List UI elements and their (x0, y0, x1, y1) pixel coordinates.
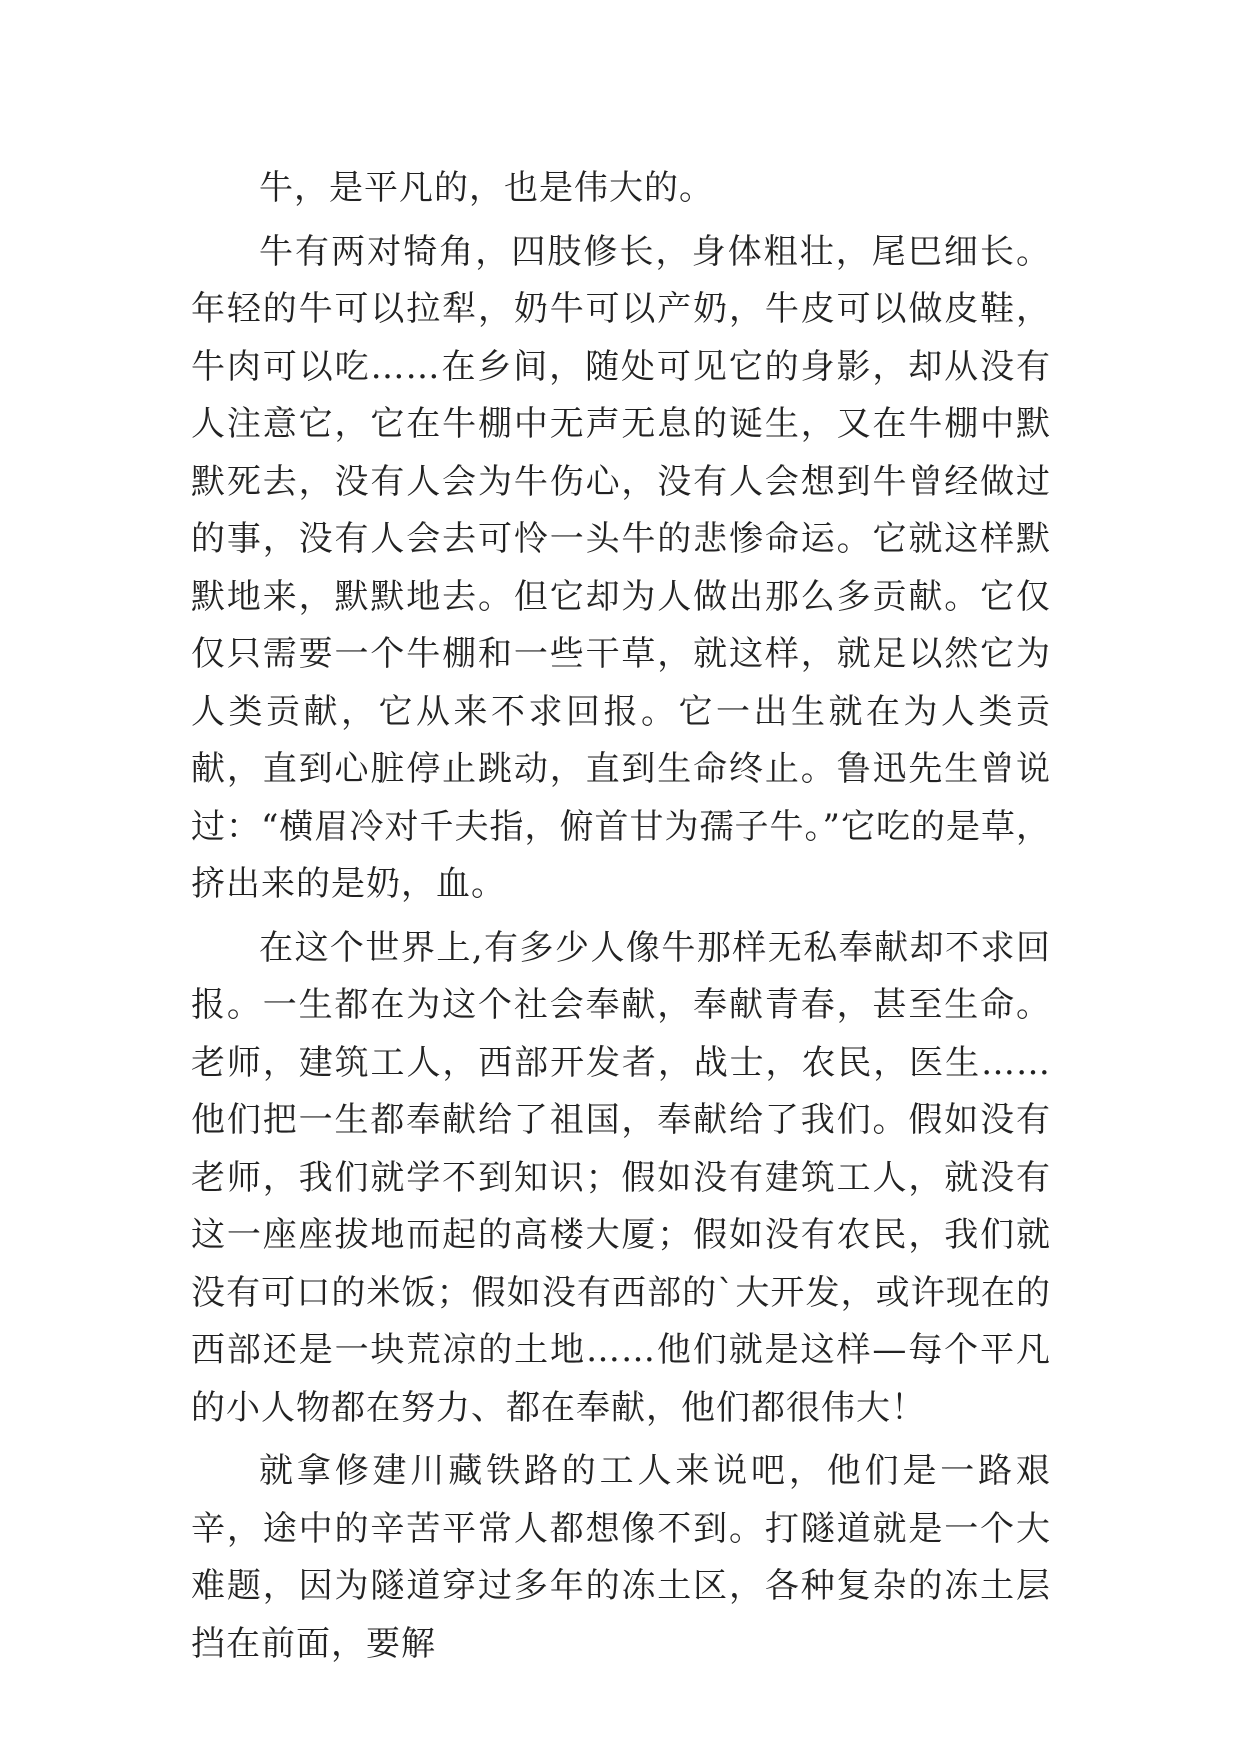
paragraph-3: 在这个世界上,有多少人像牛那样无私奉献却不求回报。一生都在为这个社会奉献，奉献青春，甚至生命。老师，建筑工人，西部开发者，战士，农民，医生……他们把一生都奉献给了祖国，奉献给了我们。假如没有老师，我们就学不到知识；假如没有建筑工人，就没有这一座座拔地而起的高楼大厦；假如没有农民，我们就没有可口的米饭；假如没有西部的`大开发，或许现在的西部还是一块荒凉的土地……他们就是这样—每个平凡的小人物都在努力、都在奉献，他们都很伟大！ (191, 927, 1051, 1428)
document-body (191, 160, 1051, 1679)
paragraph-1: 牛，是平凡的，也是伟大的。 (259, 168, 714, 208)
paragraph-4: 就拿修建川藏铁路的工人来说吧，他们是一路艰辛，途中的辛苦平常人都想像不到。打隧道就是一个大难题，因为隧道穿过多年的冻土区，各种复杂的冻土层挡在前面，要解 (191, 1451, 1051, 1664)
paragraph-2: 牛有两对犄角，四肢修长，身体粗壮，尾巴细长。年轻的牛可以拉犁，奶牛可以产奶，牛皮可以做皮鞋，牛肉可以吃……在乡间，随处可见它的身影，却从没有人注意它，它在牛棚中无声无息的诞生，又在牛棚中默默死去，没有人会为牛伤心，没有人会想到牛曾经做过的事，没有人会去可怜一头牛的悲惨命运。它就这样默默地来，默默地去。但它却为人做出那么多贡献。它仅仅只需要一个牛棚和一些干草，就这样，就足以然它为人类贡献，它从来不求回报。它一出生就在为人类贡献，直到心脏停止跳动，直到生命终止。鲁迅先生曾说过：“横眉冷对千夫指，俯首甘为孺子牛。”它吃的是草，挤出来的是奶，血。 (191, 231, 1051, 904)
